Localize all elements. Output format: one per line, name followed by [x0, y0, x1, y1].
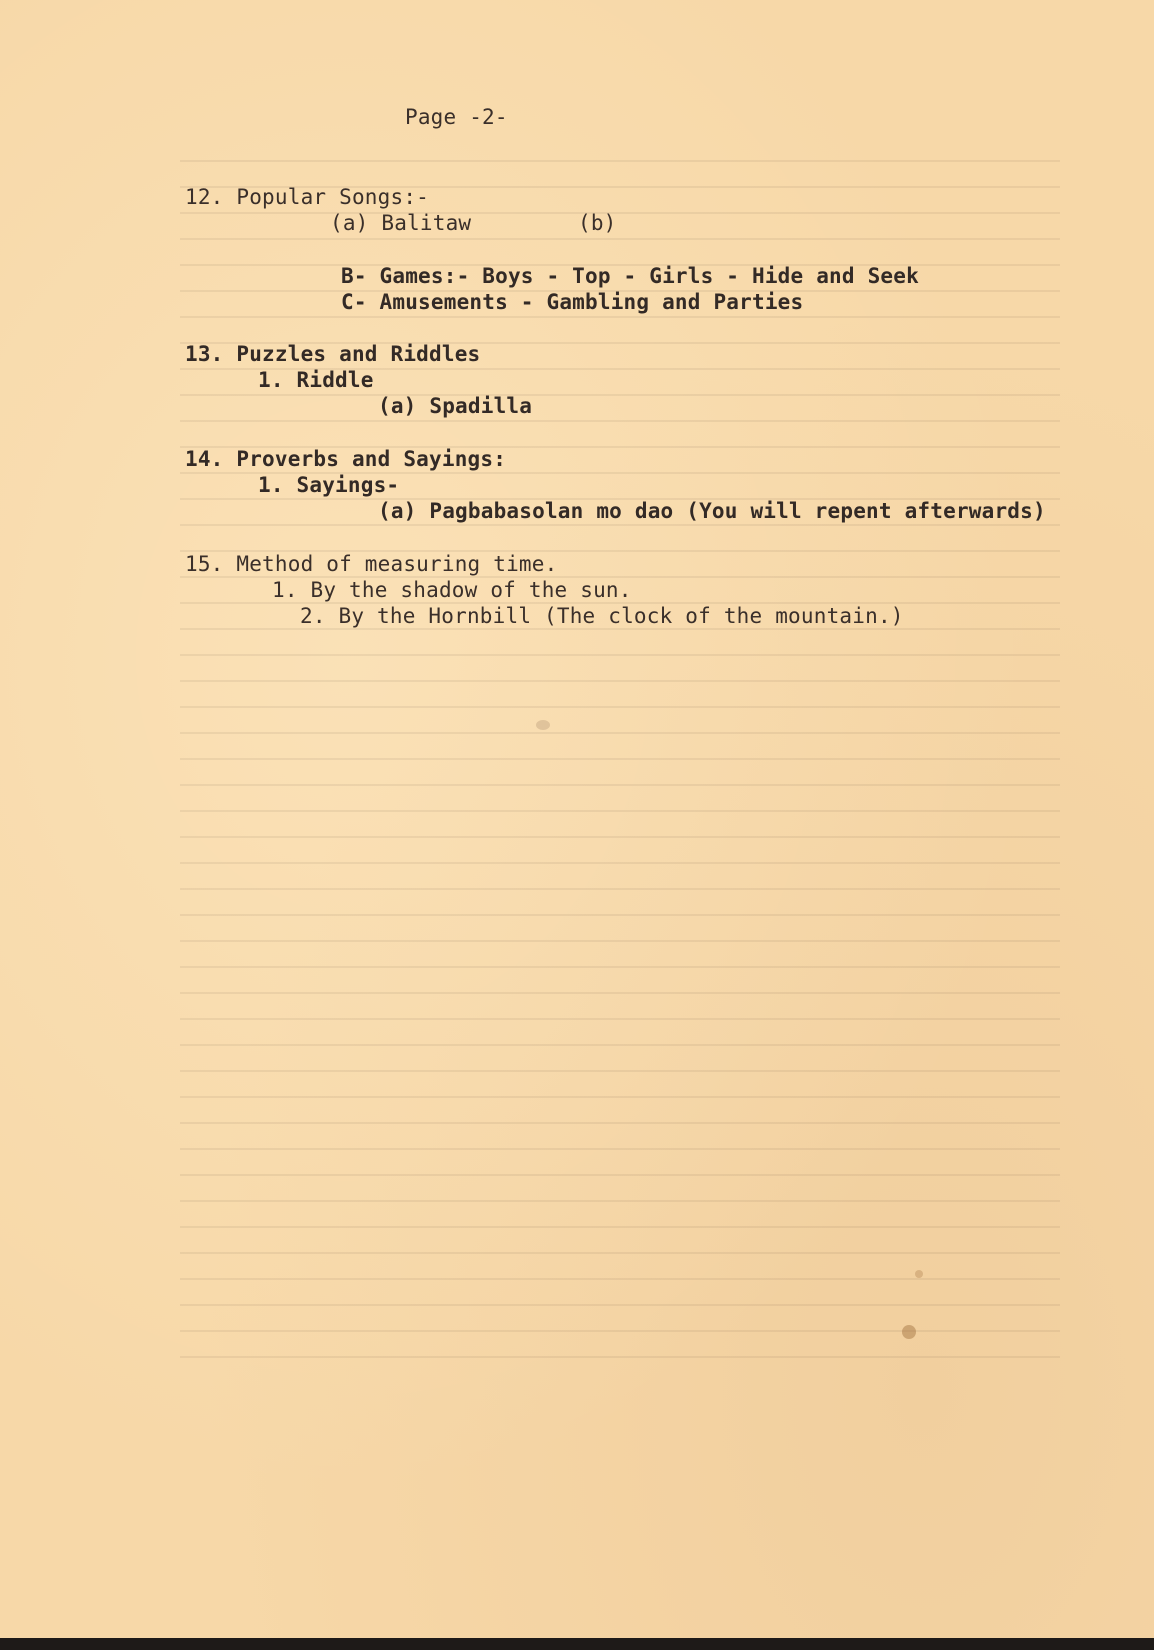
page-header: Page -2- [405, 105, 508, 129]
section-12-amusements: C- Amusements - Gambling and Parties [341, 290, 804, 314]
section-13-riddle-a: (a) Spadilla [378, 394, 533, 418]
section-13-riddle: 1. Riddle [258, 368, 374, 392]
paper-stain [902, 1325, 916, 1339]
section-14-saying-a: (a) Pagbabasolan mo dao (You will repent afterwards) [378, 499, 1046, 523]
section-15-heading: 15. Method of measuring time. [185, 552, 558, 576]
section-13-heading: 13. Puzzles and Riddles [185, 342, 481, 366]
section-15-item-2: 2. By the Hornbill (The clock of the mountain.) [300, 604, 904, 628]
section-12-games: B- Games:- Boys - Top - Girls - Hide and Seek [341, 264, 919, 288]
section-12-song-b: (b) [578, 211, 617, 235]
show-through-texture [180, 160, 1060, 1360]
section-12-song-a: (a) Balitaw [330, 211, 472, 235]
paper-stain [536, 720, 550, 730]
section-12-heading: 12. Popular Songs:- [185, 185, 430, 209]
scan-bottom-edge [0, 1638, 1154, 1650]
section-14-sayings: 1. Sayings- [258, 473, 400, 497]
section-14-heading: 14. Proverbs and Sayings: [185, 447, 507, 471]
paper-stain [915, 1270, 923, 1278]
section-15-item-1: 1. By the shadow of the sun. [272, 578, 632, 602]
